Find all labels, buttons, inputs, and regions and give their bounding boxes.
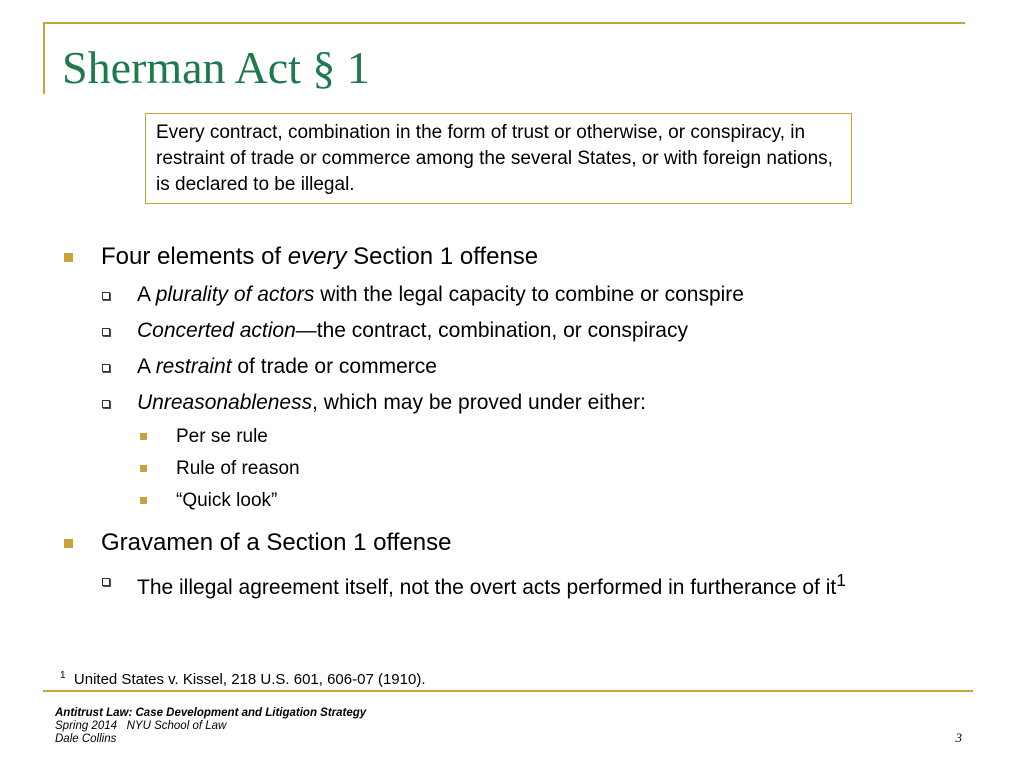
sub-bullet-restraint: A restraint of trade or commerce <box>60 351 960 382</box>
hollow-square-bullet-icon <box>102 364 110 372</box>
slide-title: Sherman Act § 1 <box>62 42 370 93</box>
sub-bullet-unreasonableness: Unreasonableness, which may be proved under either: <box>60 387 960 418</box>
square-bullet-icon <box>140 497 147 504</box>
sub-bullet-illegal-agreement: The illegal agreement itself, not the overt acts performed in furtherance of $it^1$ <box>60 565 960 603</box>
hollow-square-bullet-icon <box>102 400 110 408</box>
bullet-list <box>60 240 960 603</box>
square-bullet-icon <box>64 253 73 262</box>
footer-term: Spring 2014 NYU School of Law <box>55 720 227 732</box>
bullet-four-elements: Four elements of every Section 1 offense <box>60 240 960 274</box>
square-bullet-icon <box>64 539 73 548</box>
page-number: 3 <box>955 730 962 745</box>
footer-course-title: Antitrust Law: Case Development and Litigation Strategy <box>55 707 367 719</box>
square-bullet-icon <box>140 433 147 440</box>
statute-quote-box: Every contract, combination in the form of trust or otherwise, or conspiracy, in restraint of trade or commerce among the several States, or with foreign nations, is declared to be illegal. <box>145 113 852 204</box>
footer <box>55 707 366 746</box>
bullet-gravamen: Gravamen of a Section 1 offense <box>60 526 960 560</box>
hollow-square-bullet-icon <box>102 328 110 336</box>
sub-sub-bullet-per-se: Per se rule <box>60 423 960 450</box>
footnote: $^1$ United States v. Kissel, 218 U.S. 601, 606-07 (1910). <box>60 670 426 688</box>
footer-author: Dale Collins <box>55 733 117 745</box>
frame-left-rule <box>43 22 45 94</box>
frame-top-rule <box>43 22 965 24</box>
sub-sub-bullet-quick-look: “Quick look” <box>60 487 960 514</box>
hollow-square-bullet-icon <box>102 578 110 586</box>
footer-rule <box>43 690 973 692</box>
sub-bullet-concerted-action: Concerted action—the contract, combination, or conspiracy <box>60 315 960 346</box>
hollow-square-bullet-icon <box>102 292 110 300</box>
sub-sub-bullet-rule-of-reason: Rule of reason <box>60 455 960 482</box>
square-bullet-icon <box>140 465 147 472</box>
sub-bullet-plurality: A plurality of actors with the legal capacity to combine or conspire <box>60 279 960 310</box>
